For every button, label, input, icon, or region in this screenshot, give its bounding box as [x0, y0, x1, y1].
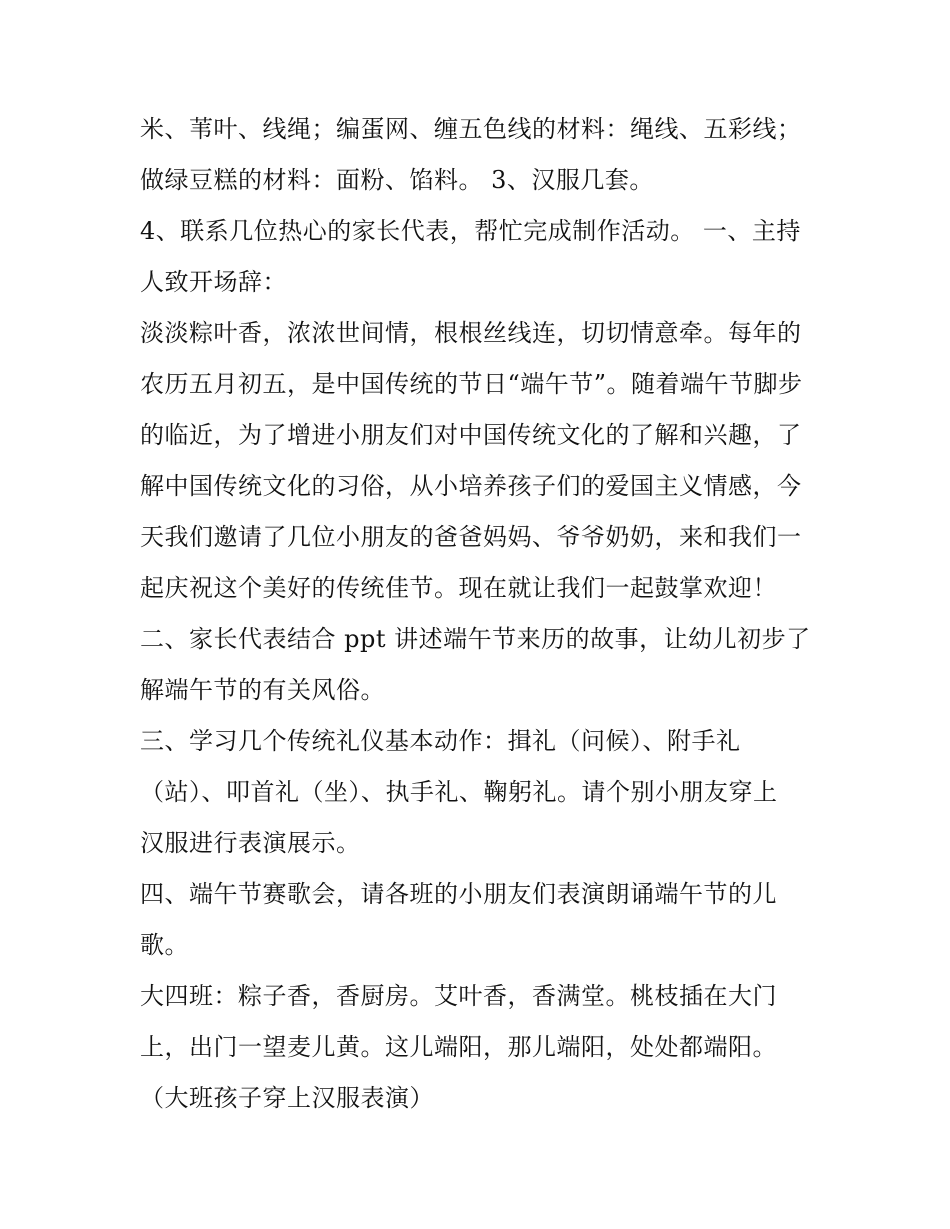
text-line: 歌。: [140, 931, 189, 959]
text-line: 米、苇叶、线绳；编蛋网、缠五色线的材料：绳线、五彩线；: [140, 115, 802, 143]
text-line: 淡淡粽叶香，浓浓世间情，根根丝线连，切切情意牵。每年的: [140, 319, 802, 347]
text-line: （大班孩子穿上汉服表演）: [140, 1084, 434, 1112]
text-line: 做绿豆糕的材料：面粉、馅料。 3、汉服几套。: [140, 166, 654, 194]
text-line: 天我们邀请了几位小朋友的爸爸妈妈、爷爷奶奶，来和我们一: [140, 523, 802, 551]
document-body: [140, 104, 820, 1124]
text-line: 解端午节的有关风俗。: [140, 676, 385, 704]
text-line: 三、学习几个传统礼仪基本动作：揖礼（问候）、附手礼: [140, 727, 741, 755]
text-line: （站）、叩首礼（坐）、执手礼、鞠躬礼。请个别小朋友穿上: [140, 778, 778, 806]
text-line: 上，出门一望麦儿黄。这儿端阳，那儿端阳，处处都端阳。: [140, 1033, 777, 1061]
text-line: 人致开场辞：: [140, 268, 287, 296]
text-line: 四、端午节赛歌会，请各班的小朋友们表演朗诵端午节的儿: [140, 880, 777, 908]
text-line: 解中国传统文化的习俗，从小培养孩子们的爱国主义情感，今: [140, 472, 802, 500]
text-line: 二、家长代表结合 ppt 讲述端午节来历的故事，让幼儿初步了: [140, 625, 811, 653]
text-line: 农历五月初五，是中国传统的节日“端午节”。随着端午节脚步: [140, 370, 803, 398]
text-line: 大四班：粽子香，香厨房。艾叶香，香满堂。桃枝插在大门: [140, 982, 777, 1010]
text-line: 的临近，为了增进小朋友们对中国传统文化的了解和兴趣，了: [140, 421, 802, 449]
text-line: 汉服进行表演展示。: [140, 829, 361, 857]
text-line: 4、联系几位热心的家长代表，帮忙完成制作活动。 一、主持: [140, 217, 801, 245]
text-line: 起庆祝这个美好的传统佳节。现在就让我们一起鼓掌欢迎！: [140, 574, 777, 602]
